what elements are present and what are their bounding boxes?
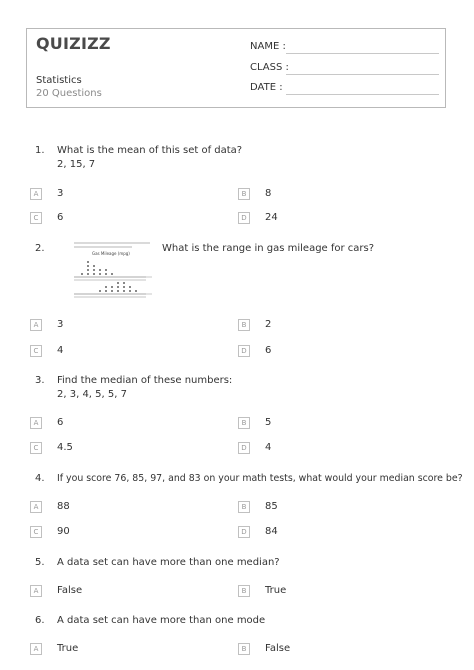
question-data: 2, 15, 7 <box>57 159 96 170</box>
question-data: 2, 3, 4, 5, 5, 7 <box>57 389 127 400</box>
option-letter-box[interactable]: D <box>238 212 250 224</box>
option-text: 5 <box>265 417 272 428</box>
option-letter-box[interactable]: B <box>238 417 250 429</box>
option-text: 3 <box>57 188 64 199</box>
question-text: A data set can have more than one mode <box>57 615 266 626</box>
name-label: NAME : <box>250 41 286 52</box>
option-letter-box[interactable]: C <box>30 526 42 538</box>
option-letter-box[interactable]: B <box>238 585 250 597</box>
question-text: If you score 76, 85, 97, and 83 on your math tests, what would your median score be? <box>57 473 463 484</box>
option-letter-box[interactable]: A <box>30 643 42 655</box>
option-text: True <box>265 585 287 596</box>
option-text: 4.5 <box>57 442 73 453</box>
question-text: Find the median of these numbers: <box>57 375 233 386</box>
option-text: 85 <box>265 501 278 512</box>
option-text: 6 <box>57 212 64 223</box>
option-text: 84 <box>265 526 278 537</box>
question-text: What is the range in gas mileage for cars? <box>162 243 375 254</box>
date-label: DATE : <box>250 82 283 93</box>
dot-plot-figure <box>70 241 154 303</box>
date-line <box>286 94 439 95</box>
option-letter-box[interactable]: B <box>238 319 250 331</box>
option-letter-box[interactable]: C <box>30 212 42 224</box>
question-number: 1. <box>35 145 45 156</box>
option-text: False <box>57 585 83 596</box>
option-letter-box[interactable]: C <box>30 345 42 357</box>
option-letter-box[interactable]: D <box>238 442 250 454</box>
question-number: 3. <box>35 375 45 386</box>
option-letter-box[interactable]: B <box>238 501 250 513</box>
option-text: 4 <box>57 345 64 356</box>
question-count: 20 Questions <box>36 88 102 99</box>
option-text: 88 <box>57 501 70 512</box>
question-text: What is the mean of this set of data? <box>57 145 243 156</box>
option-letter-box[interactable]: A <box>30 188 42 200</box>
option-text: 2 <box>265 319 272 330</box>
option-letter-box[interactable]: A <box>30 585 42 597</box>
question-number: 6. <box>35 615 45 626</box>
option-letter-box[interactable]: B <box>238 643 250 655</box>
option-text: 6 <box>57 417 64 428</box>
quizizz-logo: QUIZIZZ <box>36 34 111 53</box>
option-letter-box[interactable]: B <box>238 188 250 200</box>
plot-title: Gas Mileage (mpg) <box>92 251 130 256</box>
option-text: 90 <box>57 526 70 537</box>
option-text: 3 <box>57 319 64 330</box>
name-line <box>286 53 439 54</box>
option-text: 24 <box>265 212 278 223</box>
worksheet-header <box>26 28 446 108</box>
worksheet-title: Statistics <box>36 75 82 86</box>
question-text: A data set can have more than one median? <box>57 557 280 568</box>
option-text: True <box>57 643 79 654</box>
option-letter-box[interactable]: A <box>30 501 42 513</box>
option-letter-box[interactable]: D <box>238 526 250 538</box>
question-number: 5. <box>35 557 45 568</box>
class-label: CLASS : <box>250 62 289 73</box>
question-number: 2. <box>35 243 45 254</box>
option-text: 6 <box>265 345 272 356</box>
option-letter-box[interactable]: D <box>238 345 250 357</box>
class-line <box>286 74 439 75</box>
question-number: 4. <box>35 473 45 484</box>
option-text: 8 <box>265 188 272 199</box>
dot-plot-image <box>70 241 154 303</box>
option-text: 4 <box>265 442 272 453</box>
option-letter-box[interactable]: A <box>30 417 42 429</box>
option-letter-box[interactable]: C <box>30 442 42 454</box>
option-letter-box[interactable]: A <box>30 319 42 331</box>
option-text: False <box>265 643 291 654</box>
